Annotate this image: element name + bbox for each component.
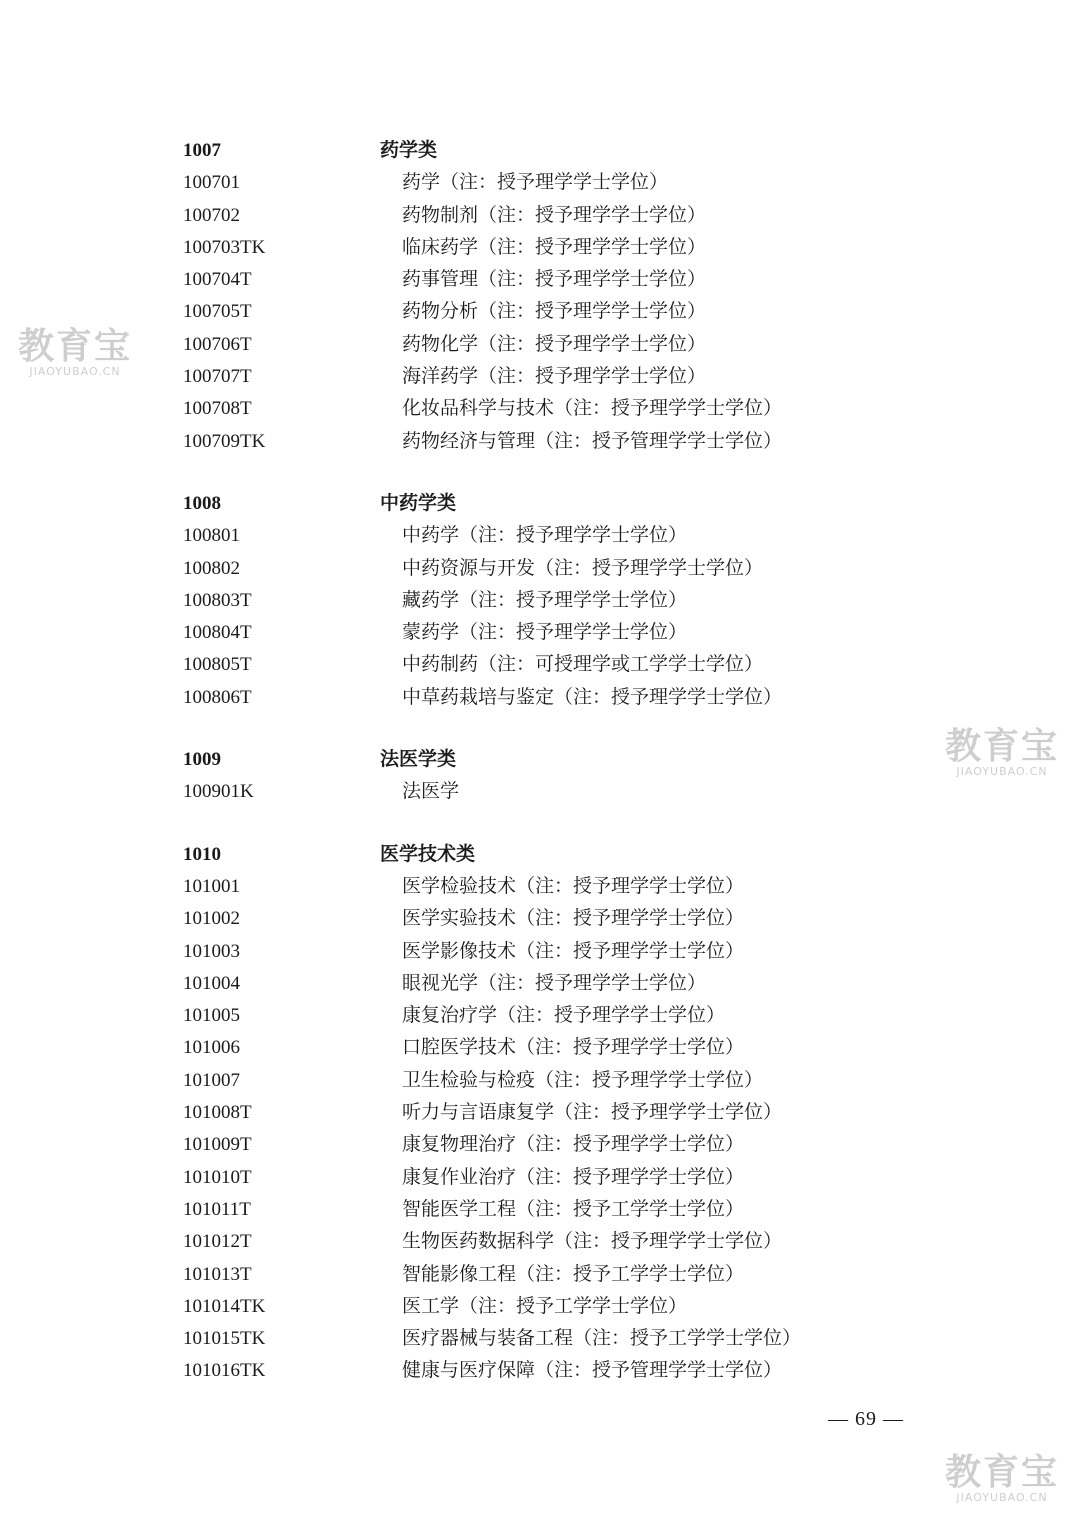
major-row <box>183 1064 943 1096</box>
watermark-logo <box>945 1454 1059 1504</box>
major-code: 101001 <box>183 875 240 897</box>
major-name: 康复治疗学（注：授予理学学士学位） <box>402 1004 726 1027</box>
major-code: 100705T <box>183 301 252 323</box>
category-header <box>183 743 943 775</box>
major-name: 法医学 <box>402 780 460 803</box>
major-code: 100901K <box>183 781 254 803</box>
major-code: 100806T <box>183 686 252 708</box>
major-row <box>183 999 943 1031</box>
watermark-brand-cn: 教育宝 <box>945 726 1060 767</box>
major-row <box>183 552 943 584</box>
category-group <box>183 838 943 1387</box>
category-group <box>183 134 943 457</box>
major-name: 药事管理（注：授予理学学士学位） <box>402 268 707 291</box>
category-code: 1008 <box>183 492 221 514</box>
watermark-logo <box>18 328 132 378</box>
category-name: 医学技术类 <box>380 842 476 865</box>
major-name: 康复物理治疗（注：授予理学学士学位） <box>402 1133 745 1156</box>
major-code: 100804T <box>183 622 252 644</box>
major-row <box>183 616 943 648</box>
category-header <box>183 134 943 166</box>
major-code: 100709TK <box>183 430 266 452</box>
major-row <box>183 1193 943 1225</box>
major-name: 医工学（注：授予工学学士学位） <box>402 1294 688 1317</box>
major-row <box>183 1290 943 1322</box>
major-code: 100708T <box>183 398 252 420</box>
major-row <box>183 231 943 263</box>
watermark-brand-cn: 教育宝 <box>18 326 133 367</box>
major-name: 眼视光学（注：授予理学学士学位） <box>402 971 707 994</box>
category-name: 中药学类 <box>380 491 457 514</box>
watermark-brand-en: JIAOYUBAO.CN <box>956 765 1048 778</box>
major-name: 智能影像工程（注：授予工学学士学位） <box>402 1262 745 1285</box>
category-name: 药学类 <box>380 139 438 161</box>
major-row <box>183 1128 943 1160</box>
major-catalog <box>183 134 943 1417</box>
major-name: 临床药学（注：授予理学学士学位） <box>402 235 707 258</box>
major-row <box>183 263 943 295</box>
category-header <box>183 838 943 870</box>
major-name: 藏药学（注：授予理学学士学位） <box>402 588 688 611</box>
major-name: 中药学（注：授予理学学士学位） <box>402 524 688 547</box>
major-row <box>183 967 943 999</box>
page-number: — 69 — <box>828 1408 904 1430</box>
major-code: 100801 <box>183 525 240 547</box>
major-code: 101013T <box>183 1263 252 1285</box>
major-code: 101003 <box>183 940 240 962</box>
major-code: 100706T <box>183 333 252 355</box>
major-row <box>183 1322 943 1354</box>
major-code: 101005 <box>183 1005 240 1027</box>
major-code: 101002 <box>183 908 240 930</box>
major-code: 101012T <box>183 1231 252 1253</box>
major-name: 海洋药学（注：授予理学学士学位） <box>402 365 707 388</box>
major-row <box>183 1225 943 1257</box>
major-row <box>183 392 943 424</box>
major-code: 101015TK <box>183 1328 266 1350</box>
major-row <box>183 1031 943 1063</box>
major-name: 听力与言语康复学（注：授予理学学士学位） <box>402 1101 783 1124</box>
major-code: 101006 <box>183 1037 240 1059</box>
major-name: 药物经济与管理（注：授予管理学学士学位） <box>402 429 783 452</box>
major-name: 蒙药学（注：授予理学学士学位） <box>402 621 688 644</box>
category-group <box>183 487 943 713</box>
watermark-brand-en: JIAOYUBAO.CN <box>29 365 121 378</box>
major-row <box>183 902 943 934</box>
major-name: 中药资源与开发（注：授予理学学士学位） <box>402 556 764 579</box>
major-code: 100707T <box>183 366 252 388</box>
major-row <box>183 775 943 807</box>
major-name: 中药制药（注：可授理学或工学学士学位） <box>402 653 764 676</box>
major-row <box>183 648 943 680</box>
major-row <box>183 425 943 457</box>
category-group <box>183 743 943 808</box>
major-name: 生物医药数据科学（注：授予理学学士学位） <box>402 1230 783 1253</box>
major-code: 100704T <box>183 269 252 291</box>
major-row <box>183 295 943 327</box>
major-code: 101016TK <box>183 1360 266 1382</box>
major-row <box>183 360 943 392</box>
major-row <box>183 935 943 967</box>
major-name: 口腔医学技术（注：授予理学学士学位） <box>402 1036 745 1059</box>
major-code: 100805T <box>183 654 252 676</box>
major-code: 101011T <box>183 1198 251 1220</box>
category-header <box>183 487 943 519</box>
major-row <box>183 584 943 616</box>
major-name: 药物分析（注：授予理学学士学位） <box>402 300 707 323</box>
major-row <box>183 870 943 902</box>
major-code: 100703TK <box>183 236 266 258</box>
major-name: 中草药栽培与鉴定（注：授予理学学士学位） <box>402 685 783 708</box>
major-name: 医学实验技术（注：授予理学学士学位） <box>402 907 745 930</box>
category-code: 1007 <box>183 140 221 161</box>
major-row <box>183 1096 943 1128</box>
major-code: 101007 <box>183 1069 240 1091</box>
major-row <box>183 199 943 231</box>
major-row <box>183 166 943 198</box>
major-code: 101010T <box>183 1166 252 1188</box>
major-code: 101008T <box>183 1102 252 1124</box>
major-row <box>183 519 943 551</box>
major-name: 医疗器械与装备工程（注：授予工学学士学位） <box>402 1327 802 1350</box>
major-name: 智能医学工程（注：授予工学学士学位） <box>402 1197 745 1220</box>
major-name: 健康与医疗保障（注：授予管理学学士学位） <box>402 1359 783 1382</box>
major-row <box>183 328 943 360</box>
major-code: 100701 <box>183 172 240 194</box>
major-code: 100803T <box>183 589 252 611</box>
category-code: 1009 <box>183 749 221 771</box>
major-name: 药物化学（注：授予理学学士学位） <box>402 332 707 355</box>
major-name: 药学（注：授予理学学士学位） <box>402 171 669 194</box>
category-name: 法医学类 <box>380 748 457 771</box>
major-code: 101009T <box>183 1134 252 1156</box>
watermark-brand-cn: 教育宝 <box>945 1452 1060 1493</box>
watermark-brand-en: JIAOYUBAO.CN <box>956 1491 1048 1504</box>
watermark-logo <box>945 728 1059 778</box>
major-row <box>183 1354 943 1386</box>
major-name: 康复作业治疗（注：授予理学学士学位） <box>402 1165 745 1188</box>
major-code: 100702 <box>183 204 240 226</box>
major-code: 101014TK <box>183 1295 266 1317</box>
category-code: 1010 <box>183 843 221 865</box>
major-name: 医学检验技术（注：授予理学学士学位） <box>402 874 745 897</box>
major-name: 化妆品科学与技术（注：授予理学学士学位） <box>402 397 783 420</box>
major-name: 药物制剂（注：授予理学学士学位） <box>402 203 707 226</box>
major-name: 卫生检验与检疫（注：授予理学学士学位） <box>402 1068 764 1091</box>
major-row <box>183 1161 943 1193</box>
major-row <box>183 1258 943 1290</box>
major-row <box>183 681 943 713</box>
major-code: 101004 <box>183 972 240 994</box>
major-name: 医学影像技术（注：授予理学学士学位） <box>402 939 745 962</box>
major-code: 100802 <box>183 557 240 579</box>
